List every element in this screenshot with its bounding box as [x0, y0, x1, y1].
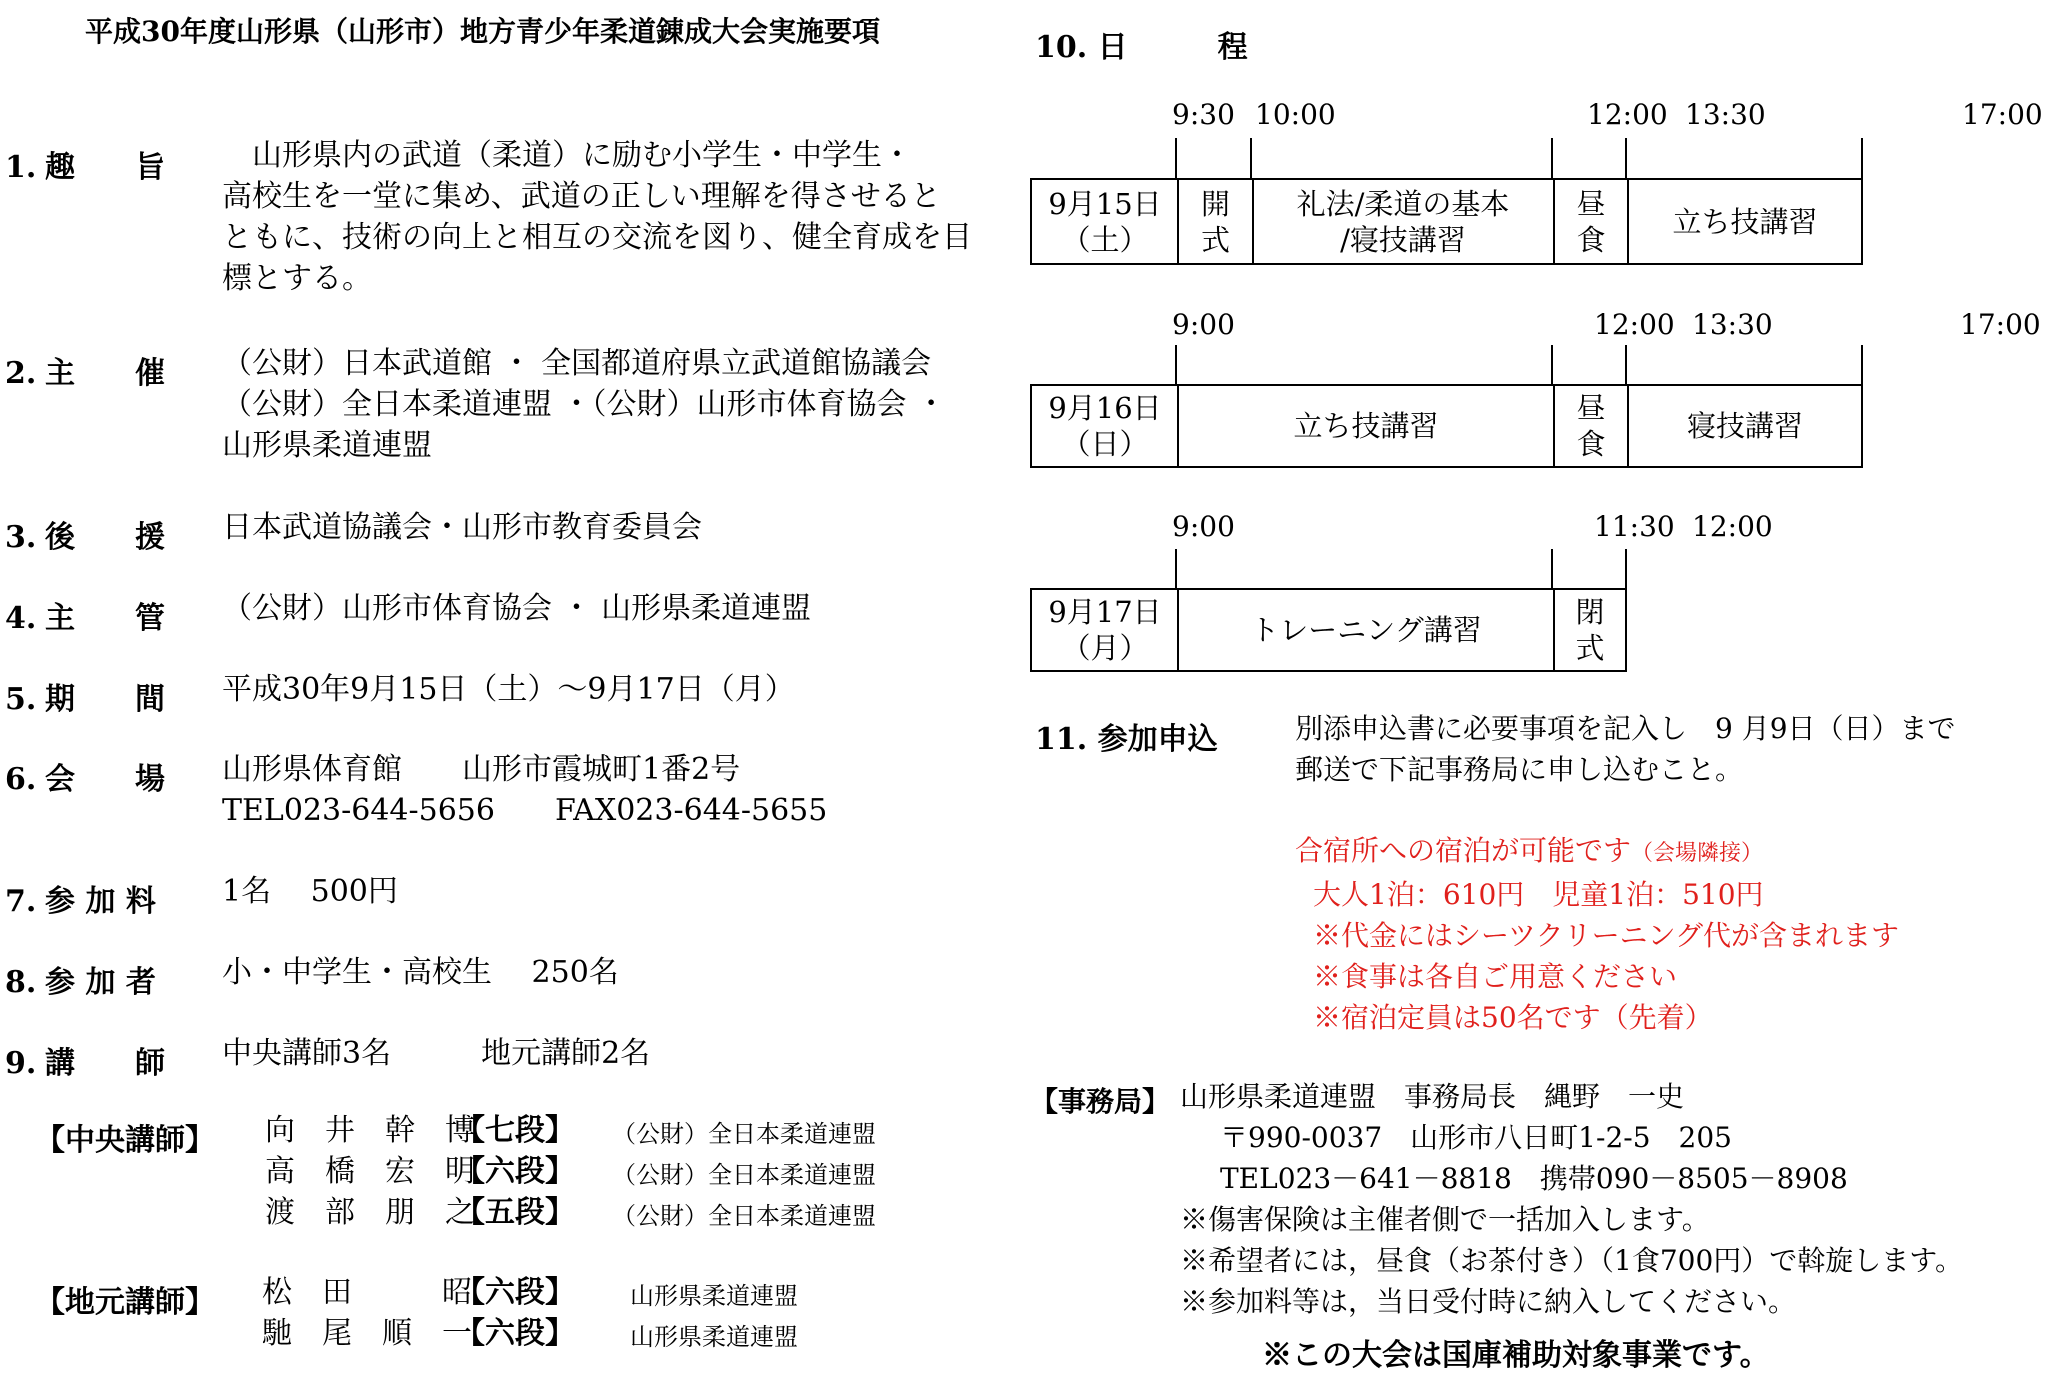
office-label: 【事務局】: [1030, 1085, 1171, 1118]
instructor-name: 向 井 幹 博: [265, 1113, 475, 1148]
instructor-name: 高 橋 宏 明: [265, 1154, 475, 1189]
section-5-label: 5. 期 間: [5, 682, 165, 717]
session-cell: 寝技講習: [1686, 409, 1803, 443]
section-2-label: 2. 主 催: [5, 356, 165, 391]
date-cell: 9月16日 （日）: [1048, 391, 1162, 461]
section-1-label: 1. 趣 旨: [5, 150, 165, 185]
section-3-label: 3. 後 援: [5, 520, 165, 555]
time-label: 12:00: [1692, 510, 1773, 543]
instructor-name: 渡 部 朋 之: [265, 1195, 475, 1230]
lunch-cell: 昼 食: [1576, 391, 1606, 461]
section-2-text: （公財）日本武道館 ・ 全国都道府県立武道館協議会 （公財）全日本柔道連盟 ・（公財）山形市体育協会 ・ 山形県柔道連盟: [222, 346, 947, 463]
section-8-label: 8. 参 加 者: [5, 965, 156, 1000]
time-label: 17:00: [1960, 308, 2041, 341]
application-text: 別添申込書に必要事項を記入し 9 月9日（日）まで 郵送で下記事務局に申し込むこと。: [1295, 712, 1956, 786]
local-instructors-ranks: 【六段】 【六段】: [455, 1275, 575, 1351]
section-3-text: 日本武道協議会・山形市教育委員会: [222, 510, 702, 545]
time-label: 12:00: [1587, 98, 1668, 131]
section-4-label: 4. 主 管: [5, 601, 165, 636]
time-label: 13:30: [1692, 308, 1773, 341]
local-instructors-heading: 【地元講師】: [35, 1285, 215, 1320]
central-instructors-ranks: 【七段】 【六段】 【五段】: [455, 1113, 575, 1230]
lunch-cell: 昼 食: [1576, 186, 1606, 257]
time-label: 9:00: [1172, 510, 1235, 543]
session-cell: 立ち技講習: [1293, 409, 1439, 443]
central-instructors-orgs: （公財）全日本柔道連盟 （公財）全日本柔道連盟 （公財）全日本柔道連盟: [612, 1120, 876, 1230]
session-cell: トレーニング講習: [1250, 613, 1482, 647]
time-label: 10:00: [1255, 98, 1336, 131]
section-7-label: 7. 参 加 料: [5, 884, 156, 919]
schedule-day-3: [1030, 588, 1627, 672]
section-4-text: （公財）山形市体育協会 ・ 山形県柔道連盟: [222, 591, 812, 626]
time-label: 12:00: [1594, 308, 1675, 341]
session-cell: 礼法/柔道の基本 /寝技講習: [1296, 186, 1510, 257]
opening-ceremony-cell: 開 式: [1200, 186, 1230, 257]
time-label: 11:30: [1594, 510, 1675, 543]
section-9-label: 9. 講 師: [5, 1046, 165, 1081]
lodging-info: 合宿所への宿泊が可能です（会場隣接） 大人1泊：610円 児童1泊：510円 ※代金にはシーツクリーニング代が含まれます ※食事は各自ご用意ください ※宿泊定員は50名です（先着）: [1295, 834, 1900, 1034]
date-cell: 9月17日 （月）: [1048, 595, 1162, 665]
section-9-text: 中央講師3名 地元講師2名: [222, 1036, 651, 1071]
page-title: 平成30年度山形県（山形市）地方青少年柔道錬成大会実施要項: [85, 15, 880, 48]
office-address: 〒990-0037 山形市八日町1-2-5 205 TEL023－641－8818 携帯090－8505－8908: [1220, 1121, 1848, 1195]
section-8-text: 小・中学生・高校生 250名: [222, 955, 619, 990]
section-5-text: 平成30年9月15日（土）～9月17日（月）: [222, 672, 795, 707]
central-instructors-names: [265, 1110, 475, 1233]
application-label: 11. 参加申込: [1035, 722, 1218, 757]
schedule-heading: 10. 日 程: [1035, 30, 1248, 65]
office-notes: ※傷害保険は主催者側で一括加入します。 ※希望者には，昼食（お茶付き）（1食700円）で斡旋します。 ※参加料等は，当日受付時に納入してください。: [1180, 1203, 1964, 1318]
time-label: 13:30: [1685, 98, 1766, 131]
central-instructors-heading: 【中央講師】: [35, 1123, 215, 1158]
date-cell: 9月15日 （土）: [1048, 186, 1162, 257]
section-6-label: 6. 会 場: [5, 762, 165, 797]
session-cell: 立ち技講習: [1672, 204, 1818, 239]
section-7-text: 1名 500円: [222, 874, 398, 909]
time-label: 9:00: [1172, 308, 1235, 341]
subsidy-notice: ※この大会は国庫補助対象事業です。: [1262, 1338, 1770, 1373]
closing-ceremony-cell: 閉 式: [1575, 595, 1605, 665]
schedule-day-1: [1030, 178, 1863, 265]
local-instructors-orgs: 山形県柔道連盟 山形県柔道連盟: [630, 1282, 798, 1351]
time-label: 17:00: [1962, 98, 2043, 131]
local-instructors-names: 松 田 昭 馳 尾 順 一: [262, 1275, 472, 1351]
time-label: 9:30: [1172, 98, 1235, 131]
office-line: 山形県柔道連盟 事務局長 縄野 一史: [1180, 1080, 1685, 1113]
schedule-day-2: [1030, 384, 1863, 468]
section-1-text: 山形県内の武道（柔道）に励む小学生・中学生・ 高校生を一堂に集め、武道の正しい理解を得させると ともに、技術の向上と相互の交流を図り、健全育成を目 標とする。: [222, 138, 972, 296]
section-6-text: 山形県体育館 山形市霞城町1番2号 TEL023-644-5656 FAX023-644-5655: [222, 752, 828, 828]
